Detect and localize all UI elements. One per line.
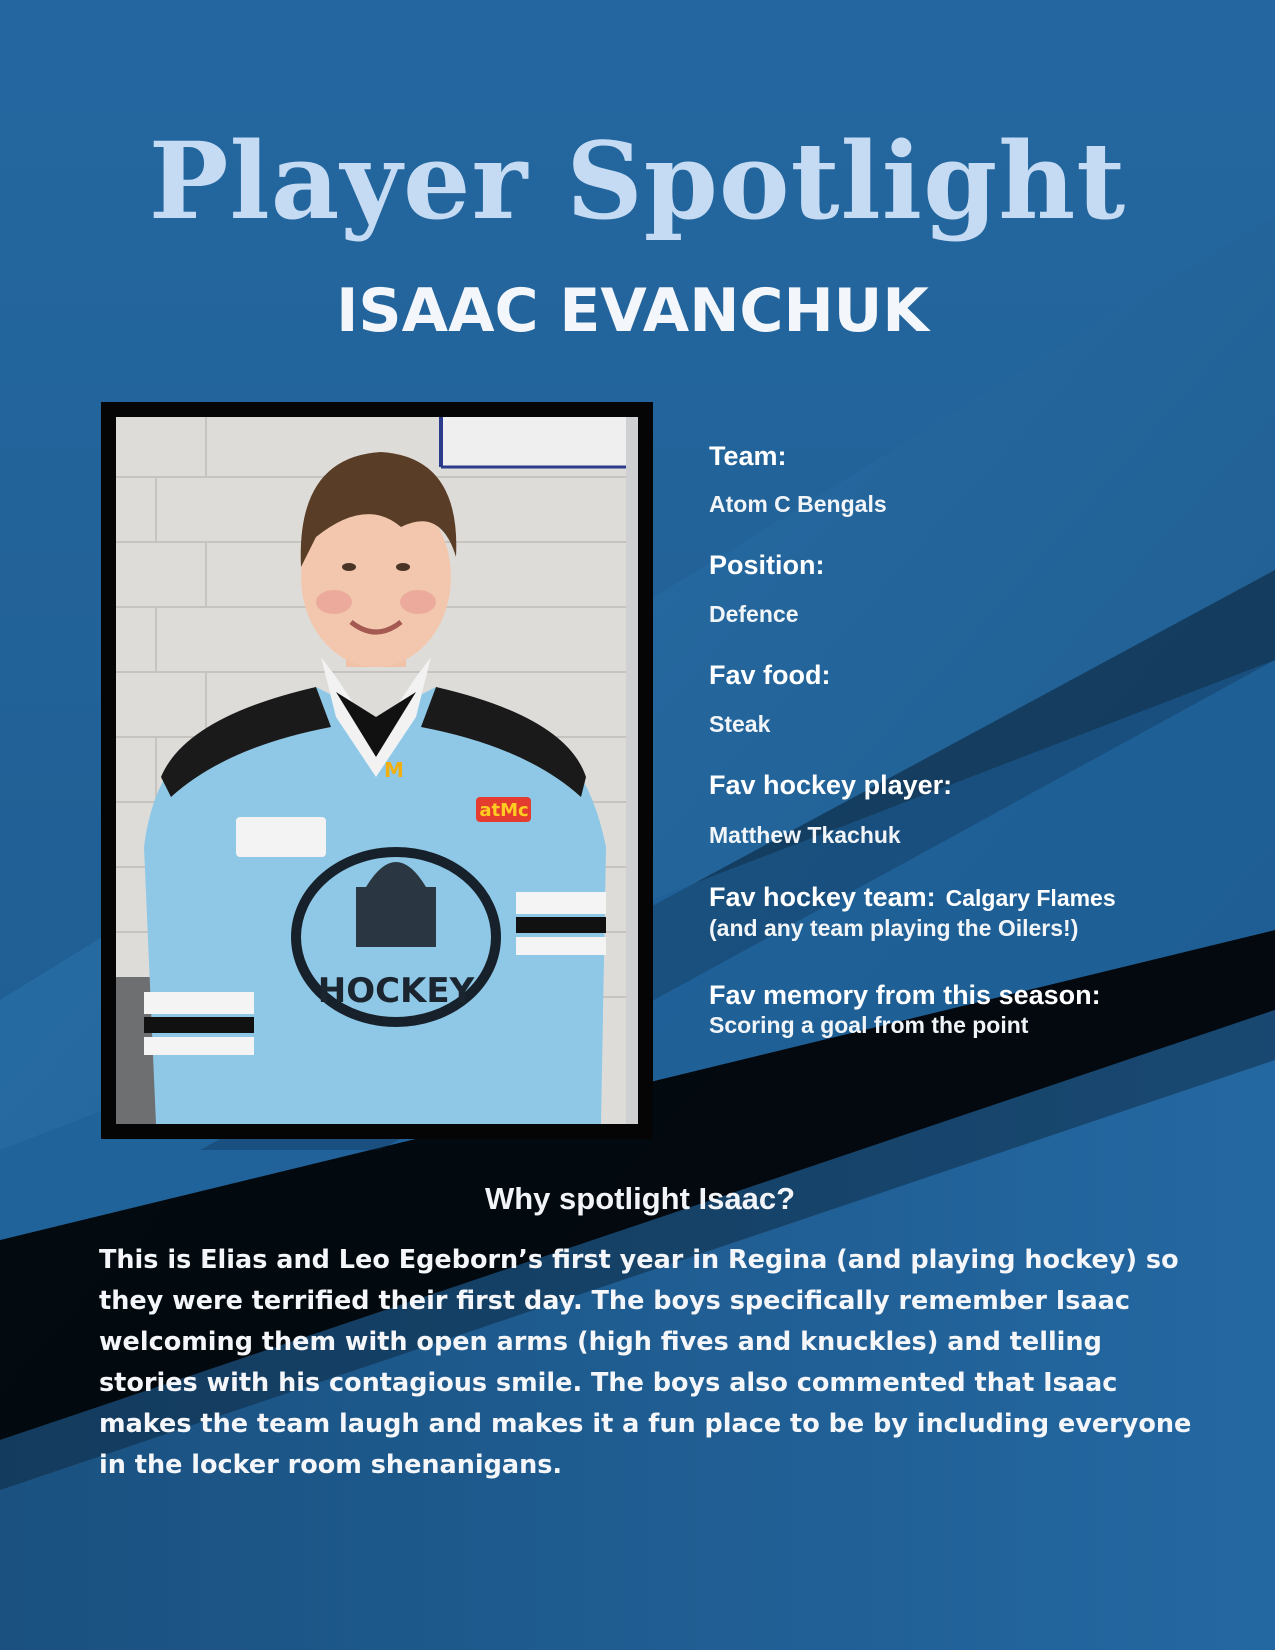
position-label: Position: <box>709 550 825 580</box>
position-value: Defence <box>709 601 799 627</box>
fav-player-value: Matthew Tkachuk <box>709 822 901 848</box>
fav-player-label: Fav hockey player: <box>709 770 953 800</box>
team-value: Atom C Bengals <box>709 491 887 517</box>
why-heading: Why spotlight Isaac? <box>484 1181 796 1216</box>
why-body: This is Elias and Leo Egeborn’s first year in Regina (and playing hockey) so they were terrified their first day. The boys specifically remember Isaac welcoming them with open arms (high fives and knuckles) and telling stories with his contagious smile. The boys also commented that Isaac makes the team laugh and makes it a fun place to be by including everyone in the locker room shenanigans. <box>99 1245 1192 1480</box>
fav-team-note: (and any team playing the Oilers!) <box>709 915 1079 941</box>
player-photo-illustration <box>116 417 638 1124</box>
page-title: Player Spotlight <box>148 118 1127 243</box>
fav-food-value: Steak <box>709 711 771 737</box>
fav-team-label: Fav hockey team: <box>709 882 936 912</box>
fav-food-label: Fav food: <box>709 660 831 690</box>
svg-text:atMc: atMc <box>479 800 529 821</box>
fav-memory-value: Scoring a goal from the point <box>709 1012 1029 1038</box>
svg-text:M: M <box>384 758 404 782</box>
player-photo <box>116 417 638 1124</box>
player-name: ISAAC EVANCHUK <box>336 276 929 346</box>
photo-frame <box>101 402 653 1139</box>
team-label: Team: <box>709 441 787 471</box>
svg-text:HOCKEY: HOCKEY <box>317 971 475 1011</box>
fav-memory-label: Fav memory from this season: <box>709 980 1101 1010</box>
fav-team-value: Calgary Flames <box>945 885 1116 911</box>
